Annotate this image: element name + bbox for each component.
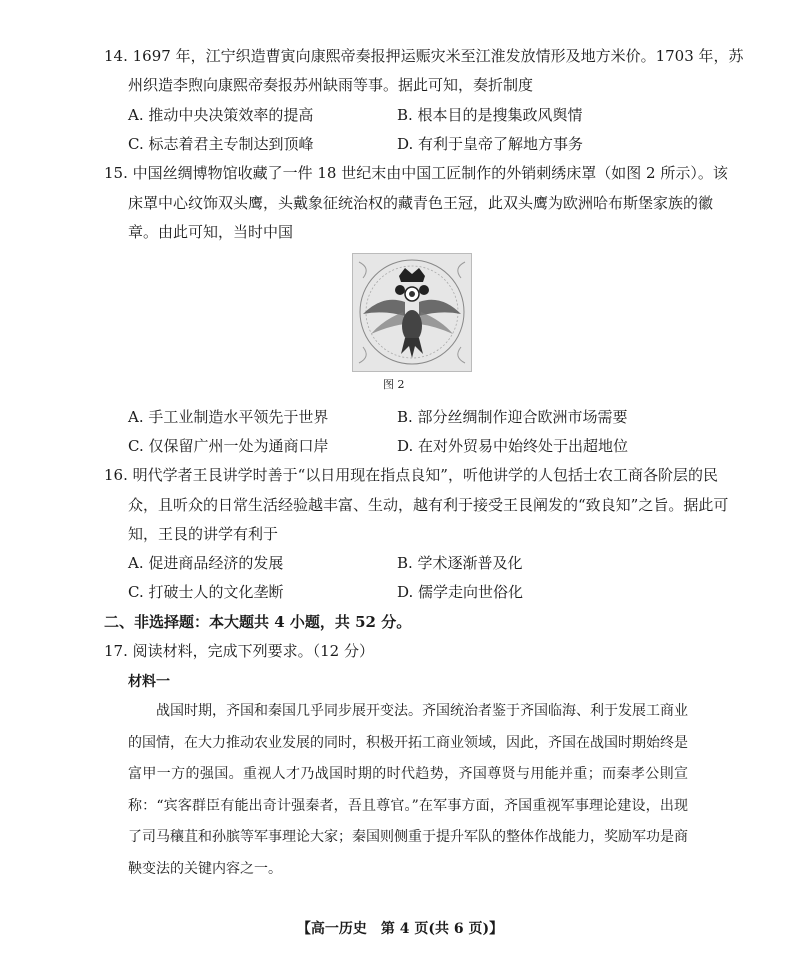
section-heading: 二、非选择题：本大题共 4 小题，共 52 分。 [104, 613, 412, 631]
q15-stem-line3: 章。由此可知，当时中国 [128, 223, 294, 241]
figure-caption: 图 2 [383, 378, 405, 391]
q16-option-b: B. 学术逐渐普及化 [397, 554, 523, 572]
q15-option-b: B. 部分丝绸制作迎合欧洲市场需要 [397, 408, 628, 426]
q14-stem-line2: 州织造李煦向康熙帝奏报苏州缺雨等事。据此可知，奏折制度 [128, 76, 534, 94]
material-paragraph [128, 696, 688, 885]
double-headed-eagle-icon [353, 254, 471, 371]
q16-option-c: C. 打破士人的文化垄断 [128, 583, 284, 601]
bedspread-double-headed-eagle-image [352, 253, 472, 372]
q14-option-c: C. 标志着君主专制达到顶峰 [128, 135, 314, 153]
q15-option-c: C. 仅保留广州一处为通商口岸 [128, 437, 329, 455]
material-title: 材料一 [128, 674, 170, 690]
q16-stem-line2: 众，且听众的日常生活经验越丰富、生动，越有利于接受王艮阐发的“致良知”之旨。据此可 [128, 496, 729, 514]
q17-stem: 17. 阅读材料，完成下列要求。（12 分） [104, 642, 374, 660]
q16-stem-line3: 知，王艮的讲学有利于 [128, 525, 279, 543]
q16-option-d: D. 儒学走向世俗化 [397, 583, 524, 601]
q15-option-d: D. 在对外贸易中始终处于出超地位 [397, 437, 629, 455]
q15-stem-line2: 床罩中心纹饰双头鹰，头戴象征统治权的藏青色王冠，此双头鹰为欧洲哈布斯堡家族的徽 [128, 194, 714, 212]
q16-stem-line1: 16. 明代学者王艮讲学时善于“以日用现在指点良知”，听他讲学的人包括士农工商各阶层的民 [104, 466, 718, 484]
q14-option-b: B. 根本目的是搜集政风舆情 [397, 106, 583, 124]
q14-option-a: A. 推动中央决策效率的提高 [128, 106, 314, 124]
q15-option-a: A. 手工业制造水平领先于世界 [128, 408, 329, 426]
q14-option-d: D. 有利于皇帝了解地方事务 [397, 135, 584, 153]
q16-option-a: A. 促进商品经济的发展 [128, 554, 284, 572]
q14-stem-line1: 14. 1697 年，江宁织造曹寅向康熙帝奏报押运赈灾米至江淮发放情形及地方米价。1703 年，苏 [104, 47, 744, 65]
q15-stem-line1: 15. 中国丝绸博物馆收藏了一件 18 世纪末由中国工匠制作的外销刺绣床罩（如图 2 所示）。该 [104, 164, 728, 182]
material-text: 战国时期，齐国和秦国几乎同步展开变法。齐国统治者鉴于齐国临海、利于发展工商业的国情，在大力推动农业发展的同时，积极开拓工商业领域，因此，齐国在战国时期始终是富甲一方的强国。重视人才乃战国时期的时代趋势，齐国尊贤与用能并重；而秦孝公則宣称：“宾客群臣有能出奇计强秦者，吾且尊官。”在军事方面，齐国重视军事理论建设，出现了司马穰苴和孙膑等军事理论大家；秦国则侧重于提升军队的整体作战能力，奖励军功是商鞅变法的关键内容之一。 [128, 703, 688, 877]
page-footer: 【高一历史 第 4 页(共 6 页)】 [296, 921, 504, 937]
